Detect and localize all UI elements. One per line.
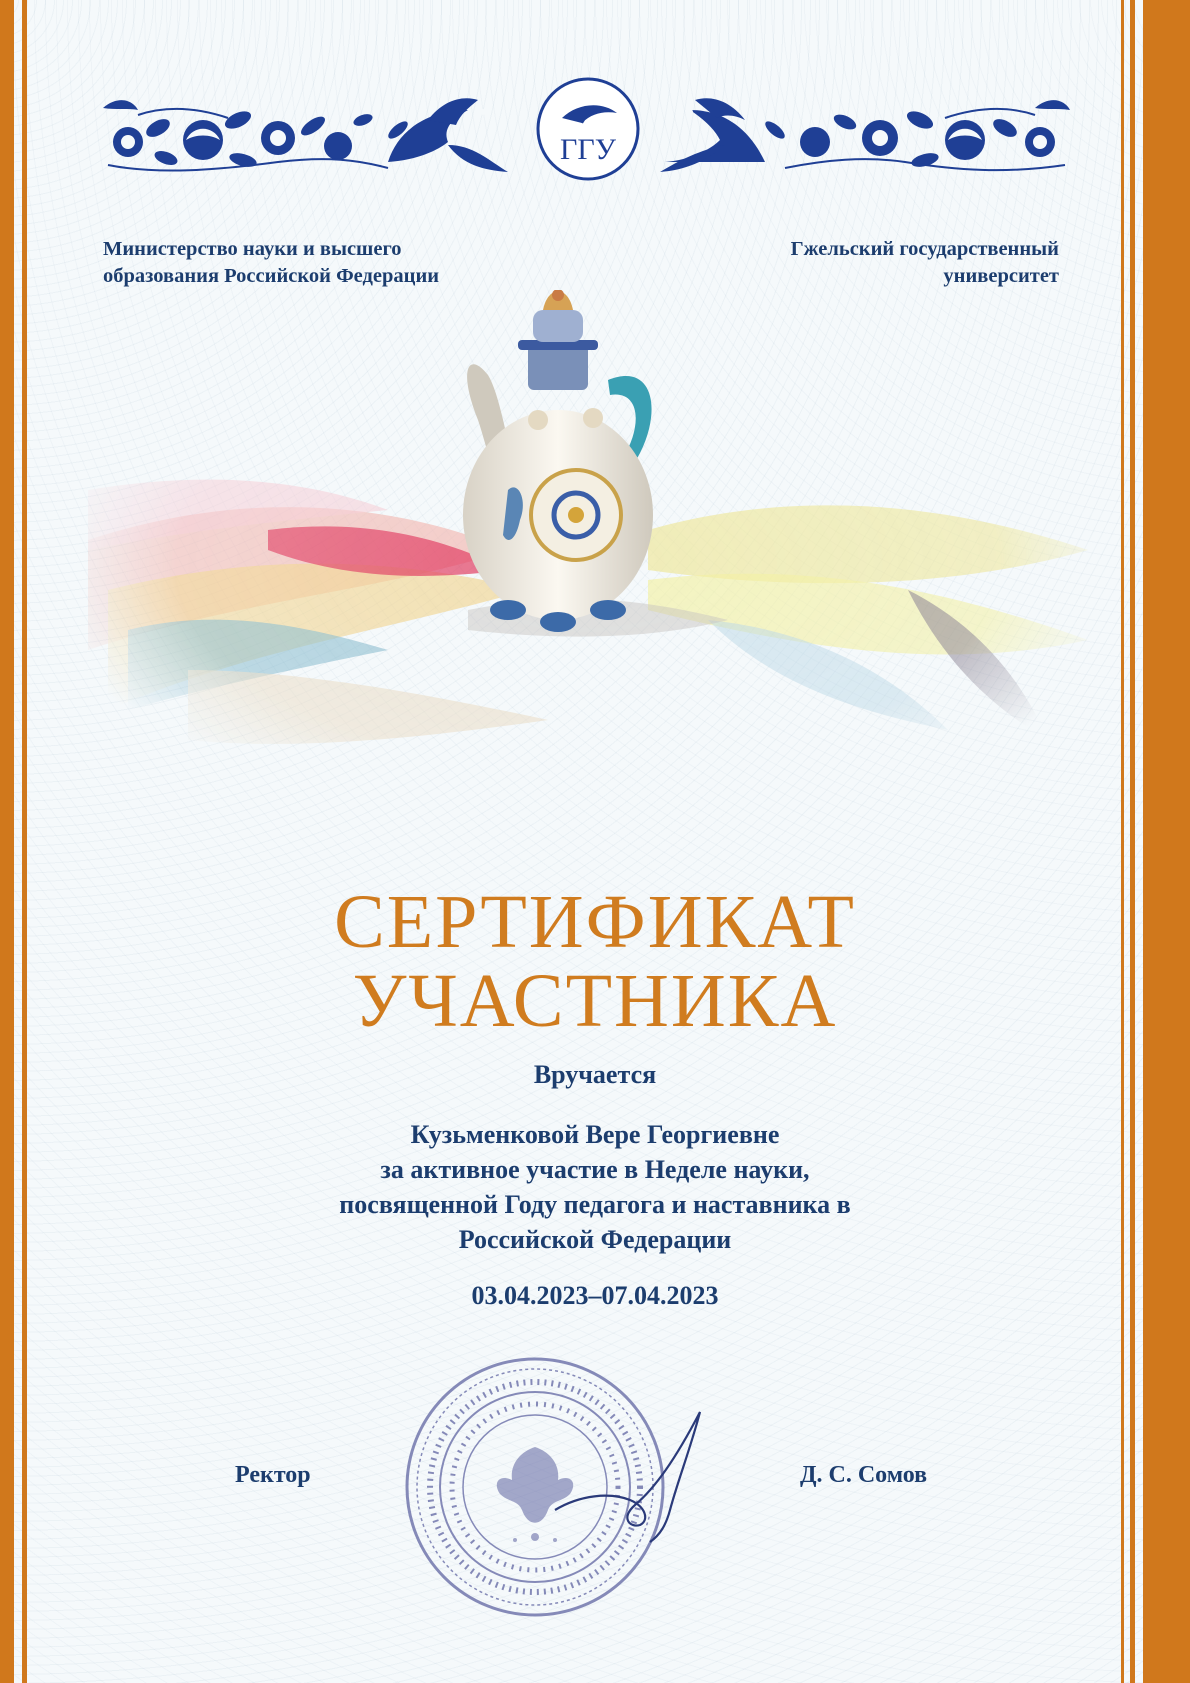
university-name [791, 236, 1059, 290]
gzhel-ornament-right-icon [655, 90, 1075, 180]
recipient-text [0, 1117, 1190, 1257]
recipient-line-1: Кузьменковой Вере Георгиевне [410, 1120, 780, 1149]
right-border-line [1130, 0, 1135, 1683]
university-line-2: университет [943, 265, 1059, 287]
university-logo-icon [532, 73, 644, 185]
teapot-icon [463, 290, 653, 632]
logo-text: ГГУ [560, 133, 616, 166]
ministry-name [103, 236, 439, 290]
right-border-line-inner [1121, 0, 1124, 1683]
right-border-band [1143, 0, 1190, 1683]
left-border-line [22, 0, 27, 1683]
ministry-line-1: Министерство науки и высшего [103, 238, 402, 260]
recipient-line-2: за активное участие в Неделе науки, [380, 1155, 810, 1184]
signatory-position: Ректор [235, 1462, 311, 1488]
signatory-name: Д. С. Сомов [800, 1462, 928, 1488]
ministry-line-2: образования Российской Федерации [103, 265, 440, 287]
gzhel-ornament-left-icon [98, 90, 518, 180]
certificate-title-line-2: УЧАСТНИКА [352, 959, 838, 1043]
certificate-title-line-1: СЕРТИФИКАТ [334, 880, 856, 964]
university-line-1: Гжельский государственный [790, 238, 1059, 260]
awarded-label: Вручается [533, 1060, 657, 1089]
recipient-line-3: посвященной Году педагога и наставника в [339, 1190, 851, 1219]
event-dates: 03.04.2023–07.04.2023 [471, 1281, 719, 1310]
left-border-band [0, 0, 14, 1683]
rector-signature-icon [550, 1400, 720, 1550]
recipient-line-4: Российской Федерации [458, 1225, 732, 1254]
gzhel-teapot-illustration [88, 290, 1088, 785]
